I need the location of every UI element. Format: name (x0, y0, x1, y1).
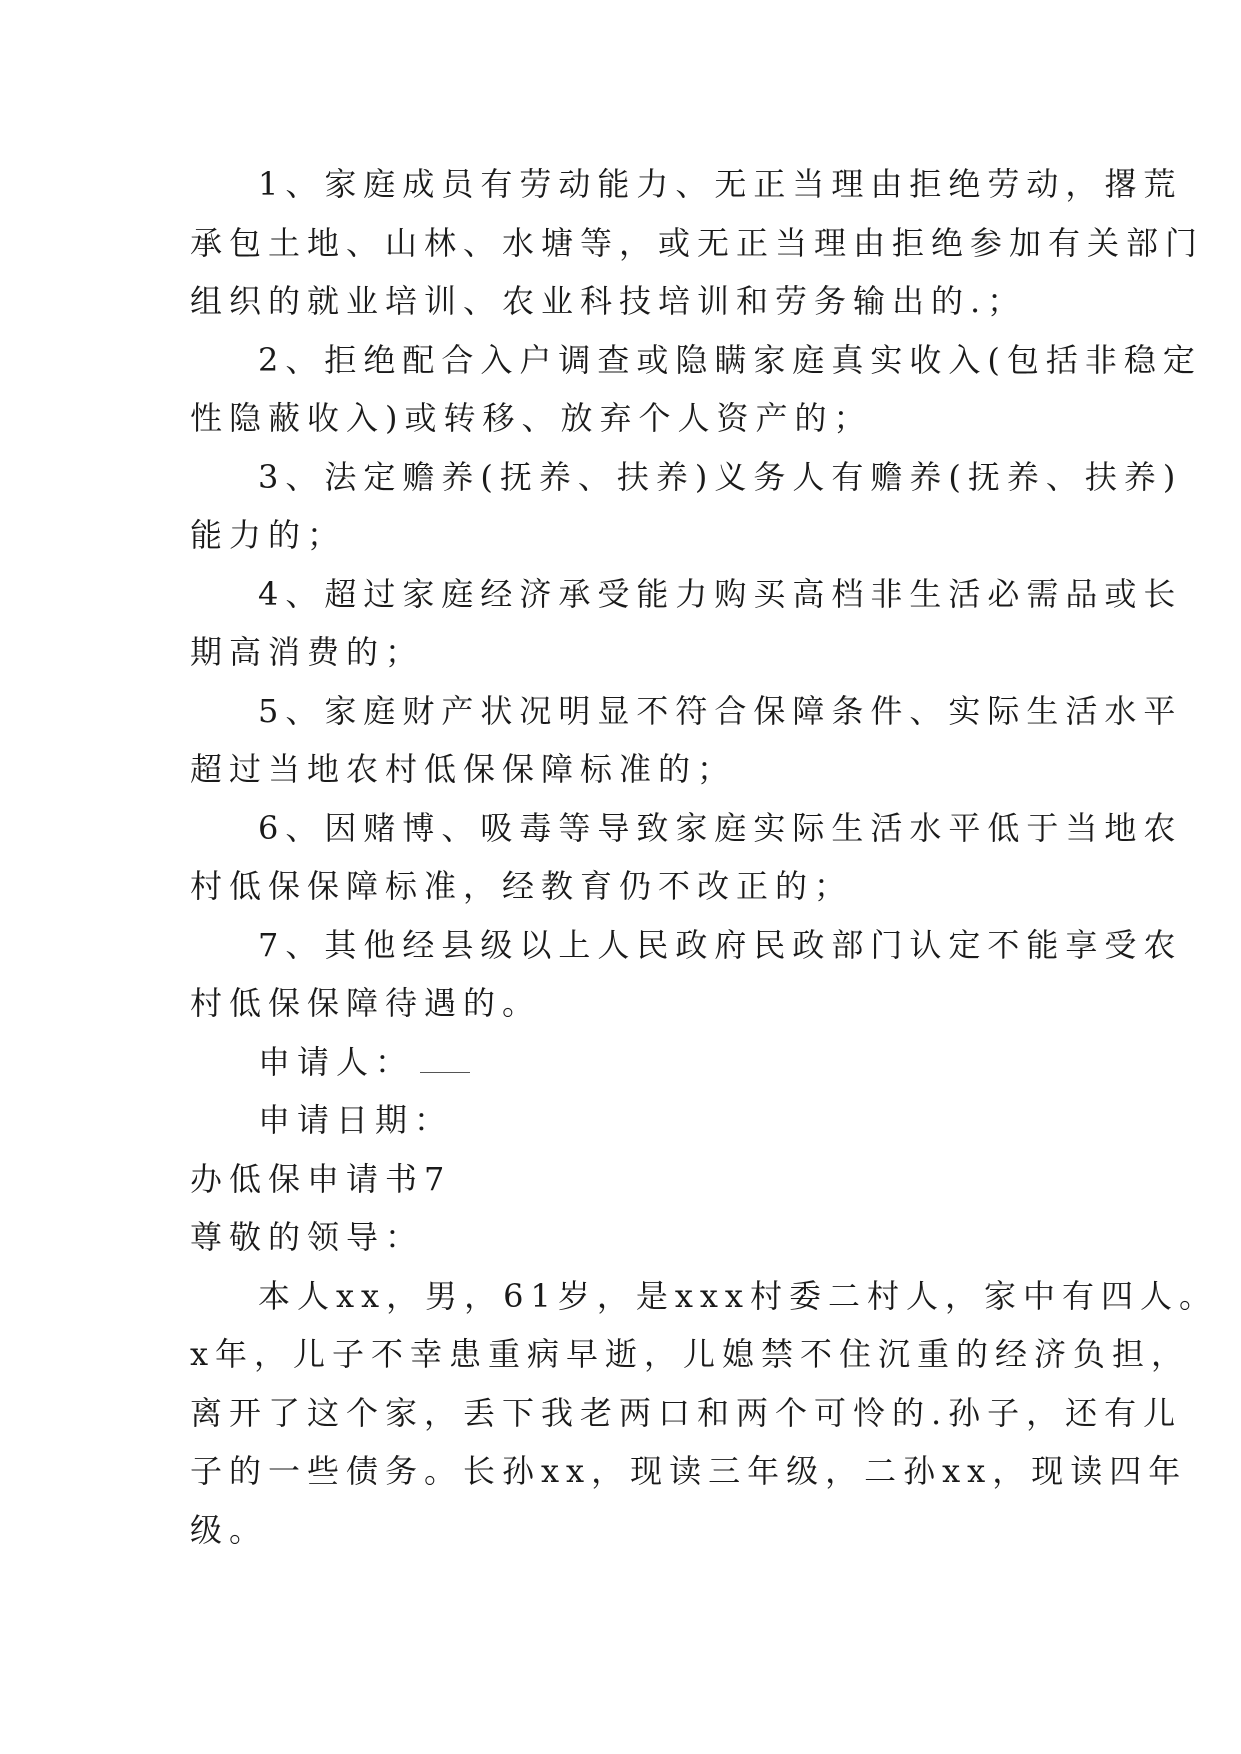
condition-line: 7、其他经县级以上人民政府民政部门认定不能享受农 (258, 925, 1183, 964)
condition-item-6 (190, 799, 1183, 916)
letter-body (190, 1267, 1218, 1560)
condition-line: 性隐蔽收入)或转移、放弃个人资产的； (190, 399, 873, 437)
condition-line: 6、因赌博、吸毒等导致家庭实际生活水平低于当地农 (258, 808, 1183, 847)
section-title: 办低保申请书7 (190, 1159, 452, 1198)
condition-item-2 (190, 331, 1202, 448)
condition-item-4 (190, 565, 1183, 682)
condition-line: 4、超过家庭经济承受能力购买高档非生活必需品或长 (258, 574, 1183, 613)
condition-item-5 (190, 682, 1183, 799)
applicant-line (190, 1033, 1060, 1092)
condition-line: 5、家庭财产状况明显不符合保障条件、实际生活水平 (258, 691, 1183, 730)
applicant-blank (420, 1048, 470, 1073)
condition-line: 期高消费的； (190, 633, 425, 671)
condition-line: 承包土地、山林、水塘等，或无正当理由拒绝参加有关部门 (190, 223, 1205, 262)
body-line: 级。 (190, 1510, 269, 1549)
condition-line: 村低保保障标准，经教育仍不改正的； (190, 867, 854, 905)
condition-line: 1、家庭成员有劳动能力、无正当理由拒绝劳动，撂荒 (258, 165, 1183, 203)
condition-line: 村低保保障待遇的。 (190, 984, 542, 1022)
document-page (190, 155, 1218, 1559)
conditions-list (190, 155, 1205, 1033)
body-line: 子的一些债务。长孙xx，现读三年级，二孙xx，现读四年 (190, 1452, 1188, 1490)
body-line: 离开了这个家，丢下我老两口和两个可怜的.孙子，还有儿 (190, 1393, 1183, 1432)
condition-item-1 (190, 155, 1205, 331)
condition-line: 超过当地农村低保保障标准的； (190, 750, 737, 788)
condition-line: 组织的就业培训、农业科技培训和劳务输出的.； (190, 282, 1027, 320)
applicant-label: 申请人： (258, 1042, 415, 1081)
body-line: x年，儿子不幸患重病早逝，儿媳禁不住沉重的经济负担， (190, 1335, 1191, 1373)
body-line: 本人xx，男，61岁，是xxx村委二村人，家中有四人。 (258, 1276, 1218, 1315)
condition-item-7 (190, 916, 1183, 1033)
application-date-label: 申请日期： (258, 1101, 454, 1139)
condition-item-3 (190, 448, 1183, 565)
salutation: 尊敬的领导： (190, 1218, 425, 1256)
condition-line: 能力的； (190, 516, 347, 554)
condition-line: 3、法定赡养(抚养、扶养)义务人有赡养(抚养、扶养) (258, 457, 1183, 496)
condition-line: 2、拒绝配合入户调查或隐瞒家庭真实收入(包括非稳定 (258, 340, 1202, 379)
